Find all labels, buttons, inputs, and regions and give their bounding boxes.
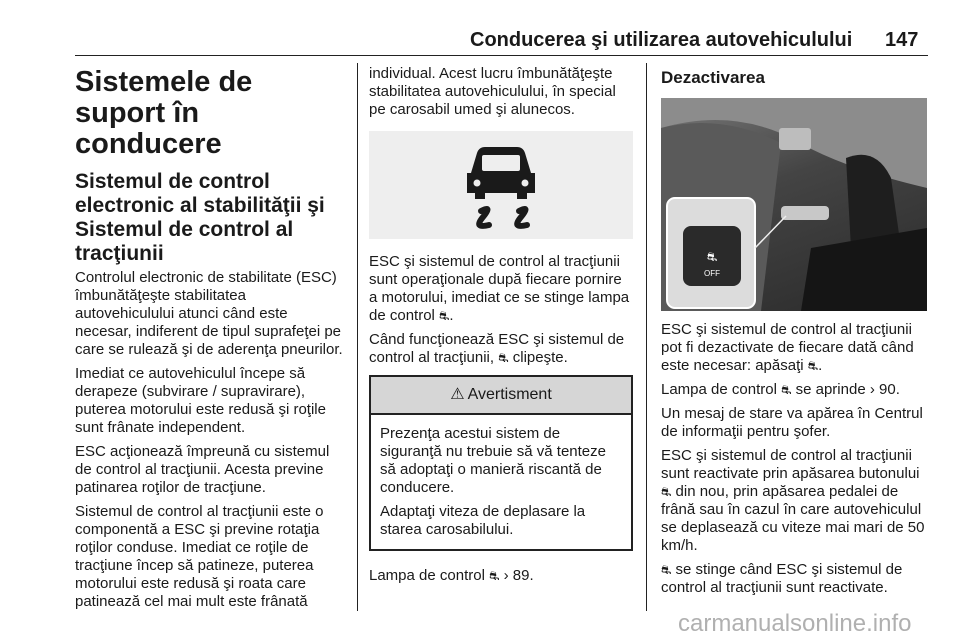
svg-text:⛐: ⛐ (706, 250, 718, 264)
column-2 (369, 65, 633, 591)
column-3 (661, 65, 927, 603)
paragraph: Controlul electronic de stabilitate (ESC) îmbunătăţeşte stabilitatea autovehiculului atunci când este necesar, indiferent de tipul suprafeţei pe care se rulează şi de aderenţa pneurilor. (75, 269, 343, 358)
paragraph (369, 331, 633, 367)
paragraph: individual. Acest lucru îmbunătăţeşte stabilitatea autovehiculului, în special pe carosabil umed şi alunecos. (369, 65, 616, 118)
section-heading: Sistemele de suport în conducere (75, 66, 253, 160)
running-header-title: Conducerea şi utilizarea autovehiculului (470, 29, 853, 51)
page-ref-arrow-icon: › (503, 567, 509, 584)
paragraph-text: ESC şi sistemul de control al tracţiunii sunt operaţionale după fiecare pornire a motorului, imediat ce se stinge lampa de control (369, 253, 630, 324)
paragraph (661, 381, 927, 399)
svg-text:OFF: OFF (704, 269, 720, 278)
page-reference-link[interactable]: 90. (879, 381, 900, 398)
page-number: 147 (885, 29, 919, 51)
paragraph (661, 561, 927, 597)
subsection-heading: Sistemul de control electronic al stabilităţii şi Sistemul de control al tracţiunii (75, 170, 325, 265)
paragraph-text: clipeşte. (512, 349, 568, 366)
column-1 (75, 65, 345, 617)
paragraph (661, 447, 927, 555)
subsection-heading: Dezactivarea (661, 68, 765, 87)
watermark: carmanualsonline.info (678, 610, 912, 637)
gear-shifter-photo (661, 98, 927, 311)
column-divider-1 (357, 63, 358, 611)
paragraph-text: Când funcţionează ESC şi sistemul de control al tracţiunii, (369, 331, 625, 366)
header-rule (75, 55, 928, 56)
column-divider-2 (646, 63, 647, 611)
traction-off-button-icon: ⛐ (661, 485, 672, 499)
console-button-photo (661, 98, 927, 311)
paragraph-text: se stinge când ESC şi sistemul de control al tracţiunii sunt reactivate. (661, 561, 903, 596)
page-ref-arrow-icon: › (869, 381, 875, 398)
traction-lamp-icon: ⛐ (489, 569, 500, 583)
car-skid-icon (369, 131, 633, 239)
paragraph: Imediat ce autovehiculul începe să derapeze (subvirare / supravirare), puterea motorului este redusă şi roţile sunt frânate independent. (75, 365, 326, 436)
warning-title: Avertisment (467, 386, 552, 403)
esc-symbol-illustration (369, 131, 633, 239)
traction-lamp-icon: ⛐ (439, 309, 450, 323)
traction-off-lamp-icon: ⛐ (661, 563, 672, 577)
paragraph-text: ESC şi sistemul de control al tracţiunii sunt reactivate prin apăsarea butonului (661, 447, 920, 482)
traction-lamp-icon: ⛐ (498, 351, 509, 365)
paragraph: ESC acţionează împreună cu sistemul de control al tracţiunii. Acesta previne patinarea roţilor de tracţiune. (75, 443, 330, 496)
paragraph: Un mesaj de stare va apărea în Centrul de informaţii pentru şofer. (661, 405, 923, 440)
traction-off-lamp-icon: ⛐ (781, 383, 792, 397)
warning-text: Prezenţa acestui sistem de siguranţă nu trebuie să vă tenteze să adoptaţi o manieră riscantă de conducere. (380, 425, 606, 496)
paragraph-text: Lampa de control (369, 567, 485, 584)
paragraph-text: se aprinde (795, 381, 866, 398)
warning-triangle-icon: ⚠ (450, 386, 465, 403)
warning-box (369, 375, 633, 551)
paragraph: ESC şi sistemul de control al tracţiunii sunt operaţionale după fiecare pornire a motorului, imediat ce se stinge lampa de control ⛐. (369, 253, 630, 324)
paragraph: Sistemul de control al tracţiunii este o componentă a ESC şi previne rotaţia roţilor conduse. Imediat ce roţile de tracţiune încep să patineze, puterea motorului este redusă şi roata care patinează cel mai mult este frânată (75, 503, 324, 610)
traction-off-button-icon: ⛐ (807, 359, 819, 373)
paragraph-text: din nou, prin apăsarea pedalei de frână sau în cazul în care autovehiculul se deplasează cu viteze mai mari de 50 km/h. (661, 483, 925, 554)
paragraph: ESC şi sistemul de control al tracţiunii pot fi dezactivate de fiecare dată când este necesar: apăsaţi ⛐. (661, 321, 914, 374)
page-reference-link[interactable]: 89. (512, 567, 534, 584)
paragraph-text: ESC şi sistemul de control al tracţiunii pot fi dezactivate de fiecare dată când este necesar: apăsaţi (661, 321, 914, 374)
paragraph-text: Lampa de control (661, 381, 777, 398)
warning-text: Adaptaţi viteza de deplasare la starea carosabilului. (380, 503, 586, 538)
lamp-reference (369, 567, 633, 585)
warning-header (371, 377, 631, 415)
